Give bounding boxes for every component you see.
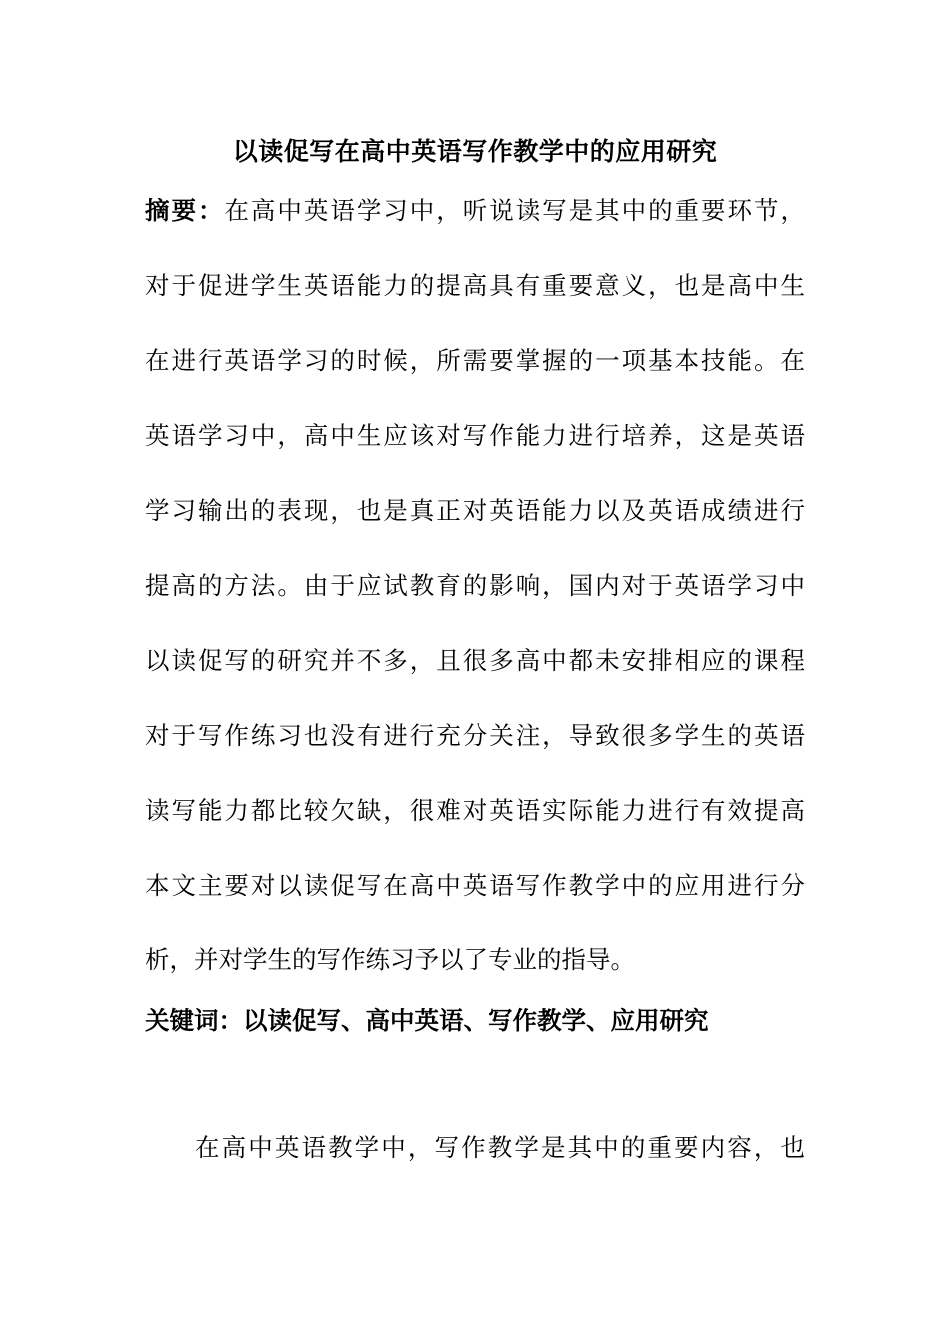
abstract-line: 本文主要对以读促写在高中英语写作教学中的应用进行分 (145, 871, 805, 900)
abstract-line: 学习输出的表现，也是真正对英语能力以及英语成绩进行 (145, 496, 805, 525)
abstract-line: 析，并对学生的写作练习予以了专业的指导。 (145, 945, 635, 974)
keywords-text: 以读促写、高中英语、写作教学、应用研究 (243, 1006, 709, 1035)
abstract-line: 英语学习中，高中生应该对写作能力进行培养，这是英语 (145, 421, 805, 450)
abstract-line: 以读促写的研究并不多，且很多高中都未安排相应的课程 (145, 646, 805, 675)
abstract-line: 对于写作练习也没有进行充分关注，导致很多学生的英语 (145, 721, 805, 750)
body-line: 在高中英语教学中，写作教学是其中的重要内容，也 (195, 1133, 805, 1162)
abstract-line (145, 191, 805, 231)
abstract-line: 提高的方法。由于应试教育的影响，国内对于英语学习中 (145, 571, 805, 600)
keywords-line (145, 1001, 709, 1041)
keywords-label: 关键词： (145, 1006, 243, 1035)
abstract-line: 对于促进学生英语能力的提高具有重要意义，也是高中生 (145, 271, 805, 300)
abstract-line: 在进行英语学习的时候，所需要掌握的一项基本技能。在 (145, 346, 805, 375)
document-title: 以读促写在高中英语写作教学中的应用研究 (232, 137, 718, 166)
abstract-text: 在高中英语学习中，听说读写是其中的重要环节， (224, 196, 805, 225)
abstract-line: 读写能力都比较欠缺，很难对英语实际能力进行有效提高 (145, 796, 805, 825)
abstract-label: 摘要： (145, 196, 225, 225)
